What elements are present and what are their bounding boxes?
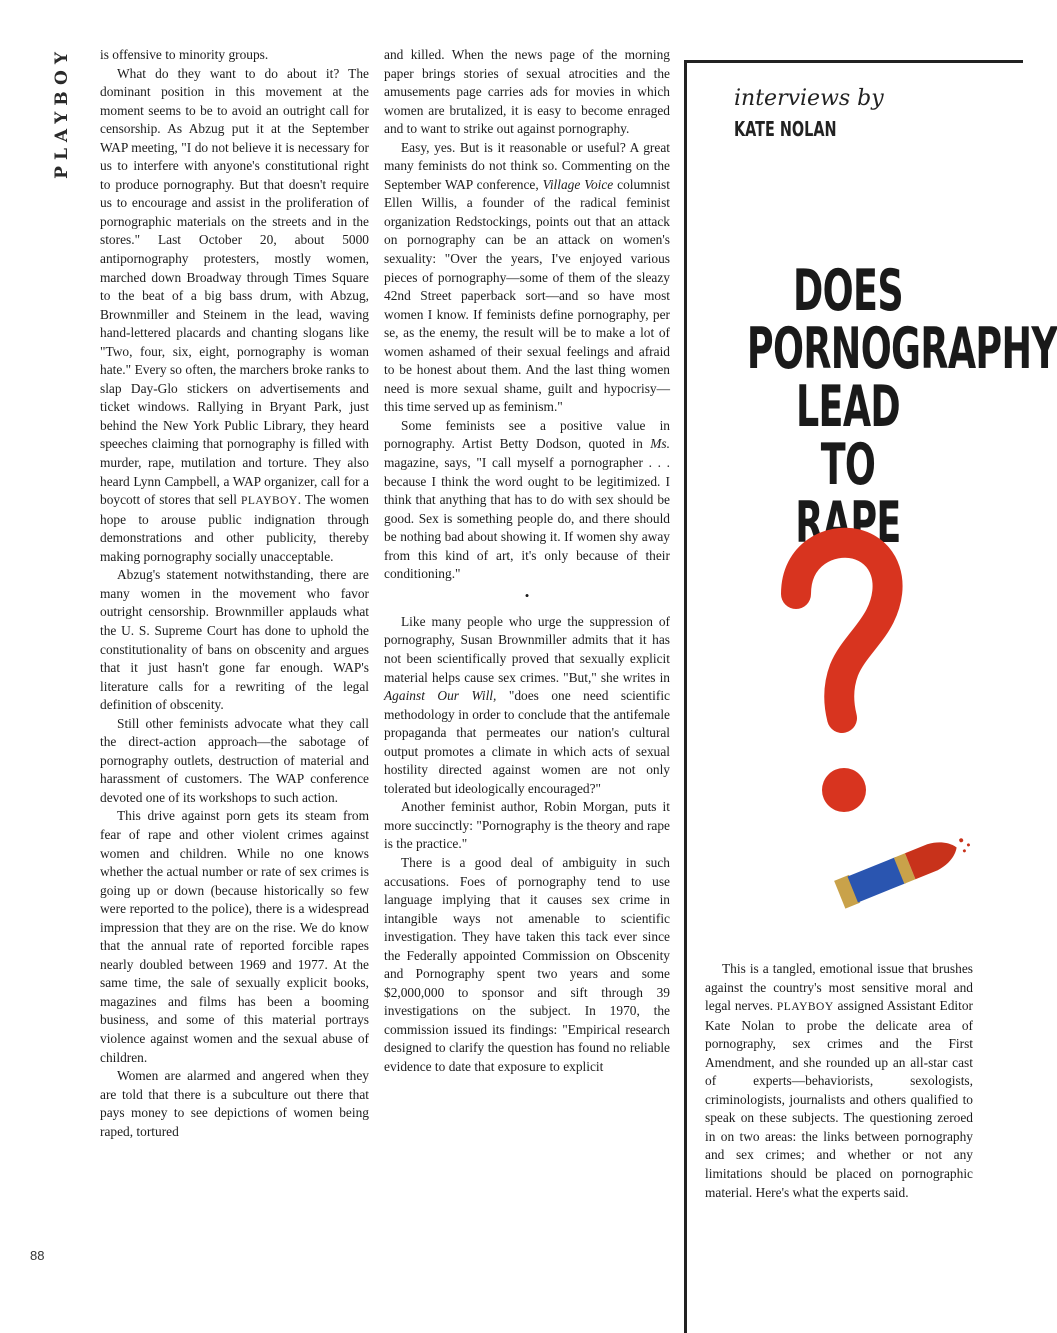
paragraph-text: Like many people who urge the suppression of pornography, Susan Brownmiller admits that it has not been scientifically proved that sexually explicit material helps cause sex crimes. "But," she writes in bbox=[384, 613, 670, 685]
paragraph bbox=[384, 613, 670, 798]
section-separator: • bbox=[524, 587, 530, 603]
running-title: PLAYBOY bbox=[52, 46, 72, 179]
book-title: Against Our Will, bbox=[384, 688, 497, 704]
spatter-dot bbox=[966, 843, 970, 847]
intro-text: assigned Assistant Editor Kate Nolan to probe the delicate area of pornography, sex crimes and the First Amendment, and she rounded up an all-star cast of experts—behaviorists, sexologists, criminologists, journalists and others qualified to speak on these subjects. The questioning zeroed in on two areas: the links between pornography and sex crimes; and whether or not any limitations should be placed on pornographic material. Here's what the experts said. bbox=[705, 998, 973, 1200]
paragraph-text: magazine, says, "I call myself a pornographer . . . because I think the word ought to be legitimized. I think that anything that has to do with sex should be good. Sex is something people do, and there should be nothing bad about showing it. If women shy away from this kind of art, it's only because of their conditioning." bbox=[384, 455, 670, 582]
headline-line: DOES bbox=[793, 258, 903, 324]
paragraph-text: "does one need scientific methodology in order to conclude that the antifemale propaganda that permeates our nation's cultural output promotes a climate in which acts of sexual hostility directed against women are not only tolerated but ideologically encouraged?" bbox=[384, 688, 670, 796]
headline-line: PORNOGRAPHY bbox=[746, 316, 1057, 382]
bullet-tip bbox=[905, 835, 962, 880]
paragraph-text: columnist Ellen Willis, a founder of the radical feminist organization Redstockings, points out that an attack on pornography can be an attack on women's sexuality: "Over the years, I've enjoyed various pieces of pornography—some of them of the sleazy 42nd Street paperback sort—and so have most women I know. If feminists define pornography, per se, as the enemy, the result will be to make a lot of women ashamed of their sexual feelings and afraid to be honest about them. And the last thing women need is more sexual shame, guilt and hypocrisy—this time served up as feminism." bbox=[384, 176, 670, 415]
paragraph: Women are alarmed and angered when they are told that there is a subculture out there that pays money to see depictions of women being raped, tortured bbox=[100, 1068, 369, 1139]
paragraph: and killed. When the news page of the morning paper brings stories of sexual atrocities and the amusements page carries ads for movies in which women are brutalized, it is easy to become enraged and to want to strike out against pornography. bbox=[384, 47, 670, 137]
paragraph-text: What do they want to do about it? The dominant position in this movement at the moment seems to be to avoid an outright call for censorship. As Abzug put it at the September WAP meeting, "I do not believe it is necessary for us to interfere with anyone's constitutional right to produce pornography. But that doesn't require us to encourage and assist in the proliferation of pornographic materials on the streets and in the stores." Last October 20, about 5000 antipornography protesters, mostly women, marched down Broadway through Times Square to the beat of a big bass drum, with Abzug, Brownmiller and Steinem in the lead, waving hand-lettered placards and chanting slogans like "Two, four, six, eight, pornography is woman hate." Every so often, the marchers broke ranks to slap Day-Glo stickers on advertisements and ticket windows. Rallying in Bryant Park, just behind the New York Public Library, they heard speeches claiming that pornography is filled with murder, rape, mutilation and torture. They also heard Lynn Campbell, a WAP organizer, call for a boycott of stores that sell bbox=[100, 65, 369, 508]
headline-line: RAPE bbox=[795, 490, 901, 556]
playboy-smallcaps: PLAYBOY bbox=[776, 1001, 834, 1014]
paragraph: This drive against porn gets its steam from fear of rape and other violent crimes against women and children. While no one knows whether the actual number or rate of sex crimes is going up or down (because historically so few were reported to the police), there is a widespread impression that they are on the rise. We do know that the annual rate of reported forcible rapes nearly doubled between 1969 and 1977. At the same time, the sale of sexually explicit books, magazines and films has been a booming business, and some of this material portrays violence against women and the sexual abuse of children. bbox=[100, 808, 369, 1065]
paragraph-text: . The women hope to arouse public indignation through demonstrations and other publicity, thereby making pornography socially unacceptable. bbox=[100, 492, 369, 564]
bullet-cartridge-illustration bbox=[825, 825, 975, 905]
intro-text: This is a tangled, emotional issue that brushes against the country's most sensitive moral and legal nerves. bbox=[705, 961, 973, 1014]
paragraph: Another feminist author, Robin Morgan, puts it more succinctly: "Pornography is the theory and rape is the practice." bbox=[384, 799, 670, 852]
paragraph bbox=[384, 139, 670, 417]
question-mark-dot bbox=[822, 768, 866, 812]
paragraph: is offensive to minority groups. bbox=[100, 47, 269, 62]
headline-line: TO bbox=[820, 432, 876, 498]
byline-author: KATE NOLAN bbox=[734, 117, 837, 141]
question-mark-illustration bbox=[778, 532, 898, 822]
paragraph-text: Easy, yes. But is it reasonable or useful? A great many feminists do not think so. Commenting on the September WAP conference, bbox=[384, 139, 670, 192]
playboy-smallcaps: PLAYBOY bbox=[240, 495, 298, 508]
paragraph-text: Some feminists see a positive value in pornography. Artist Betty Dodson, quoted in bbox=[384, 417, 670, 452]
article-column-middle bbox=[384, 46, 670, 1077]
paragraph bbox=[384, 417, 670, 584]
paragraph: Abzug's statement notwithstanding, there are many women in the movement who favor outright censorship. Brownmiller applauds what the U. S. Supreme Court has done to uphold the constitutionality of bans on obscenity and argues that it just hasn't gone far enough. WAP's literature calls for a rewriting of the legal definition of obscenity. bbox=[100, 567, 369, 713]
paragraph: There is a good deal of ambiguity in such accusations. Foes of pornography tend to use language implying that it causes sex crime in intangible ways not amenable to scientific investigation. They have taken this tack ever since the Federally appointed Commission on Obscenity and Pornography spent two years and some $2,000,000 to sponsor and sift through 39 investigations on the subject. In 1970, the commission issued its findings: "Empirical research designed to clarify the question has found no reliable evidence to date that exposure to explicit bbox=[384, 854, 670, 1074]
publication-title: Village Voice bbox=[542, 176, 614, 192]
article-column-left bbox=[100, 46, 369, 1141]
headline bbox=[746, 258, 1057, 556]
spatter-dot bbox=[962, 849, 966, 853]
paragraph: Still other feminists advocate what they call the direct-action approach—the sabotage of pornography outlets, destruction of material and harassment of customers. The WAP conference devoted one of its workshops to such action. bbox=[100, 715, 369, 805]
spatter-dot bbox=[959, 838, 964, 843]
publication-title: Ms. bbox=[650, 436, 670, 452]
page-number: 88 bbox=[30, 1248, 45, 1263]
byline-kicker: interviews by bbox=[734, 86, 884, 111]
question-mark-hook bbox=[796, 543, 888, 718]
headline-line: LEAD bbox=[795, 374, 901, 440]
sidebar-intro bbox=[705, 960, 973, 1202]
paragraph bbox=[100, 65, 369, 567]
